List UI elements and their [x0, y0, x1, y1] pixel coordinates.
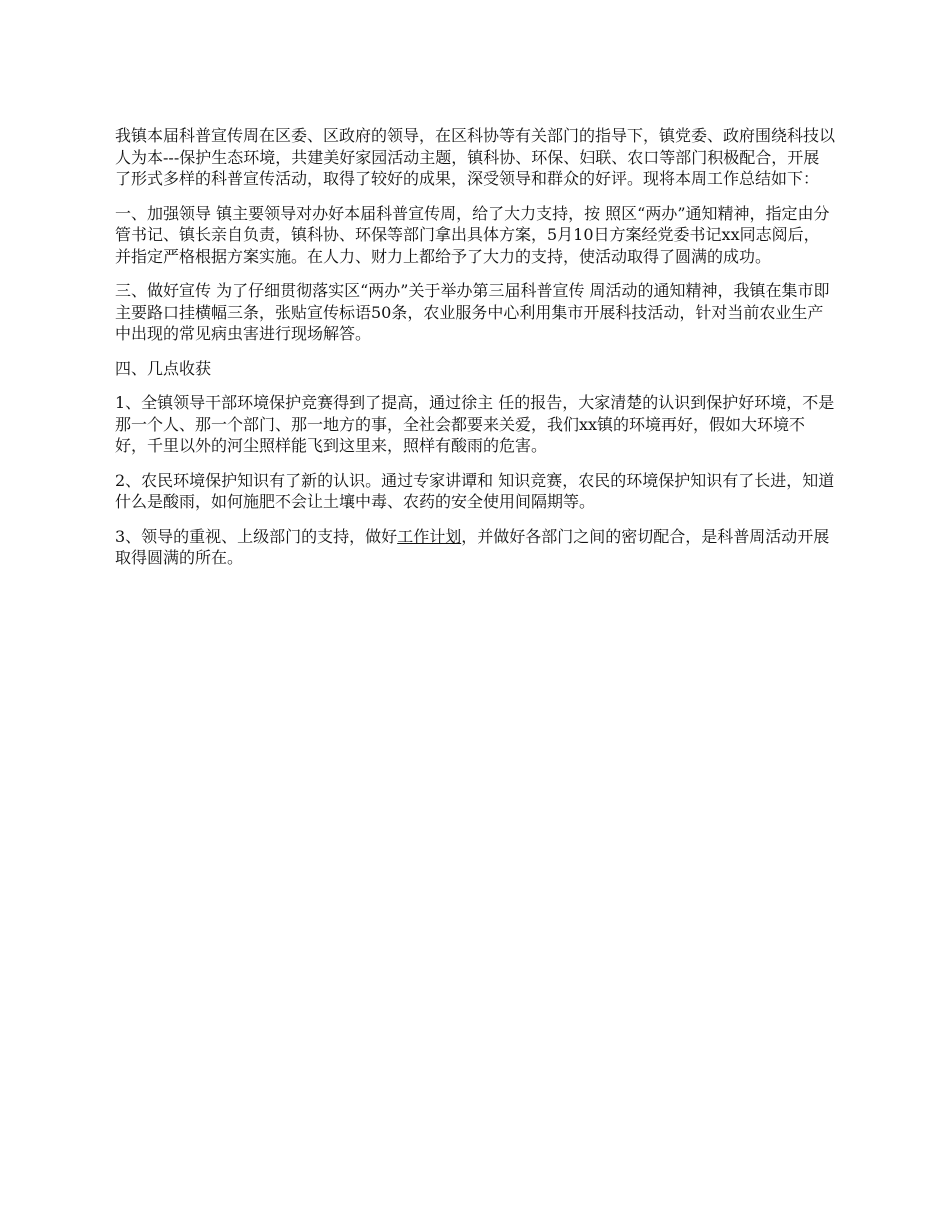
paragraph-intro: 我镇本届科普宣传周在区委、区政府的领导，在区科协等有关部门的指导下，镇党委、政府围绕科技以人为本---保护生态环境，共建美好家园活动主题，镇科协、环保、妇联、农口等部门积极配合，开展了形式多样的科普宣传活动，取得了较好的成果，深受领导和群众的好评。现将本周工作总结如下：	[115, 126, 836, 188]
paragraph-leadership: 一、加强领导 镇主要领导对办好本届科普宣传周，给了大力支持，按 照区“两办”通知精神，指定由分管书记、镇长亲自负责，镇科协、环保等部门拿出具体方案，5月10日方案经党委书记xx同志阅后，并指定严格根据方案实施。在人力、财力上都给予了大力的支持，使活动取得了圆满的成功。	[115, 203, 830, 266]
paragraph-publicity: 三、做好宣传 为了仔细贯彻落实区“两办”关于举办第三届科普宣传 周活动的通知精神，我镇在集市即主要路口挂横幅三条，张贴宣传标语50条，农业服务中心利用集市开展科技活动，针对当前农业生产中出现的常见病虫害进行现场解答。	[115, 281, 830, 343]
gain-3-text-before: 3、领导的重视、上级部门的支持，做好	[115, 526, 398, 546]
work-plan-link[interactable]: 工作计划	[397, 526, 462, 546]
document-body	[115, 125, 835, 582]
paragraph-gain-3	[115, 526, 835, 569]
paragraph-gain-1: 1、全镇领导干部环境保护竞赛得到了提高，通过徐主 任的报告，大家清楚的认识到保护好环境，不是那一个人、那一个部门、那一地方的事，全社会都要来关爱，我们xx镇的环境再好，假如大环境不好，千里以外的河尘照样能飞到这里来，照样有酸雨的危害。	[115, 393, 835, 455]
gain-3-text-after: ，并做好各部门之间的密切配合，是科普周活动开展取得圆满的所在。	[115, 526, 830, 567]
heading-gains: 四、几点收获	[115, 358, 212, 378]
paragraph-gain-2: 2、农民环境保护知识有了新的认识。通过专家讲谭和 知识竞赛，农民的环境保护知识有了长进，知道什么是酸雨，如何施肥不会让土壤中毒、农药的安全使用间隔期等。	[115, 470, 835, 511]
